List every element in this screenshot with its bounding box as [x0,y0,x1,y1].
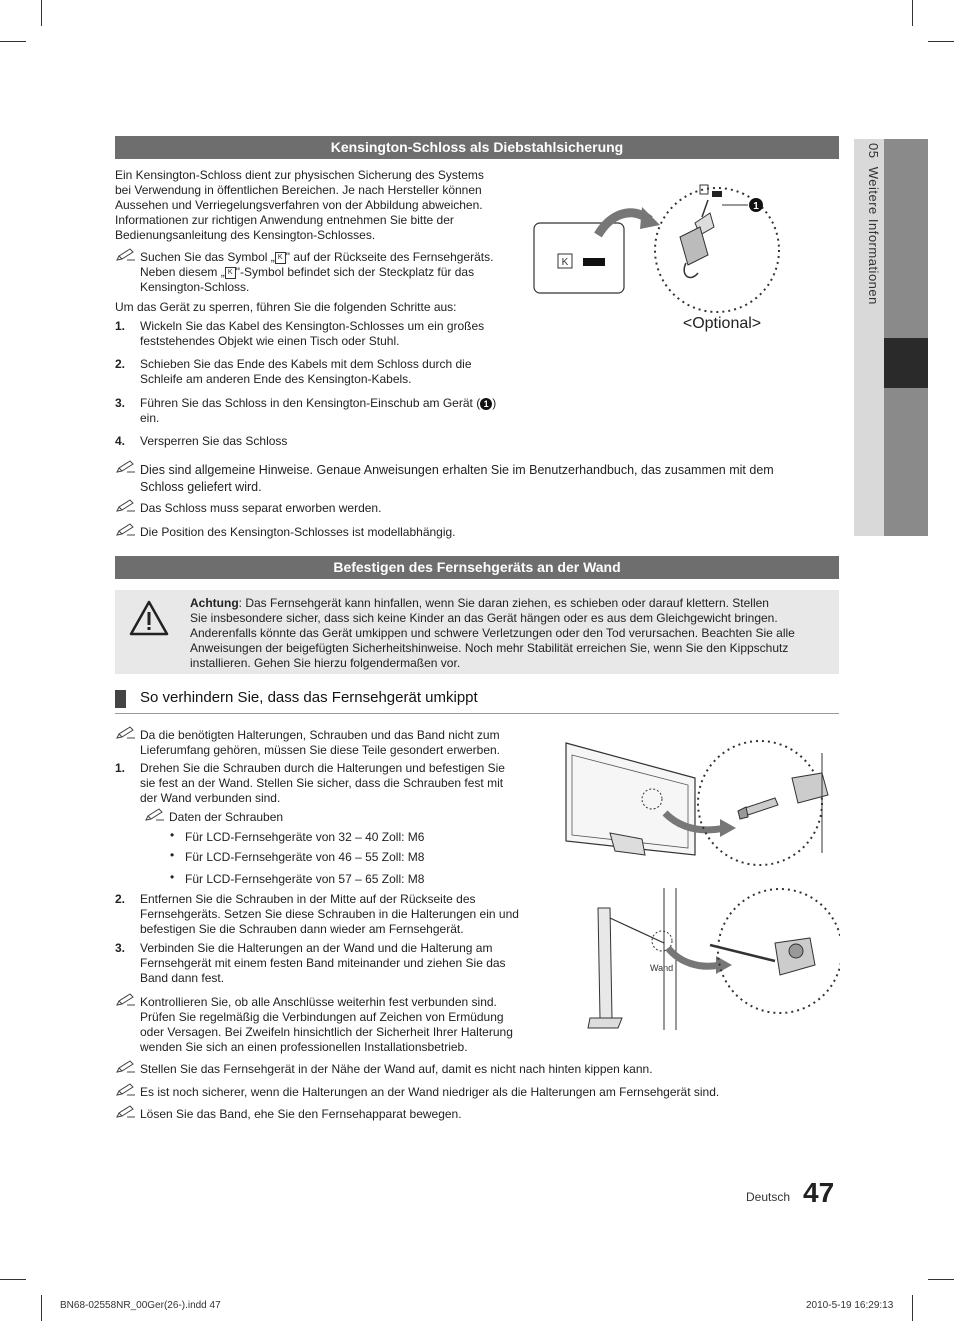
pencil-note-icon [115,726,137,740]
bullet-item: Für LCD-Fernsehgeräte von 46 – 55 Zoll: M8 [185,850,425,864]
bullet-dot: • [170,870,175,884]
optional-label: <Optional> [682,315,762,332]
section-heading-kensington: Kensington-Schloss als Diebstahlsicherung [115,136,839,159]
note-text: Prüfen Sie regelmäßig die Verbindungen auf Zeichen von Ermüdung [140,1010,504,1024]
note-general [115,462,774,496]
step-text [140,357,472,387]
note-screw-data [144,810,283,825]
note-text: Kontrollieren Sie, ob alle Anschlüsse weiterhin fest verbunden sind. [140,995,497,1009]
warning-text [190,596,795,671]
pencil-note-icon [115,499,137,513]
chapter-number: 05 [866,143,881,159]
intro-line: Informationen zur richtigen Anwendung entnehmen Sie bitte der [115,213,454,227]
tv-back-panel [534,223,624,293]
section-heading-wall: Befestigen des Fernsehgeräts an der Wand [115,556,839,579]
note-text: wenden Sie sich an einen professionellen Installationsbetrieb. [140,1040,468,1054]
step-line: Band dann fest. [140,971,225,985]
step-line: Schieben Sie das Ende des Kabels mit dem Schloss durch die [140,357,472,371]
kensington-intro [115,168,484,243]
bullet-dot: • [170,828,175,842]
subheading-rule [115,713,839,714]
note-text: Dies sind allgemeine Hinweise. Genaue Anweisungen erhalten Sie im Benutzerhandbuch, das zusammen mit dem [140,463,774,477]
k-symbol-small [700,185,708,194]
kensington-lock-icon: K [275,252,286,264]
tether-band [610,918,664,943]
step-line: sie fest an der Wand. Stellen Sie sicher, dass die Schrauben fest mit [140,776,504,790]
note-parts-separate [115,728,500,758]
note-text: Kensington-Schloss. [140,280,250,294]
step-line: Entfernen Sie die Schrauben in der Mitte auf der Rückseite des [140,892,476,906]
chapter-tab-marker [884,338,928,388]
note-text: Lieferumfang gehören, müssen Sie diese Teile gesondert erwerben. [140,743,500,757]
step-line: ) [492,396,497,410]
screw-head [738,807,748,819]
note-text: Daten der Schrauben [169,810,284,824]
step-line: Versperren Sie das Schloss [140,434,288,448]
kensington-lock-icon: K [225,267,236,279]
pencil-note-icon [115,1105,137,1119]
callout-1-label: 1 [753,201,759,212]
note-loosen-band [115,1107,462,1122]
footer-timestamp: 2010-5-19 16:29:13 [806,1300,894,1311]
pencil-note-icon [115,1083,137,1097]
warning-triangle-icon [129,600,169,636]
subheading-marker [115,690,126,708]
bullet-dot: • [170,848,175,862]
pencil-note-icon [115,993,137,1007]
note-text: Die Position des Kensington-Schlosses ist modellabhängig. [140,525,456,539]
note-text: " auf der Rückseite des Fernsehgeräts. [285,250,494,264]
note-text: "-Symbol befindet sich der Steckplatz für das [235,265,475,279]
note-text: Schloss geliefert wird. [140,480,262,494]
step-line: Verbinden Sie die Halterungen an der Wand und die Halterung am [140,941,493,955]
step-line: Fernsehgerät mit einem festen Band miteinander und ziehen Sie das [140,956,506,970]
note-text: Stellen Sie das Fernsehgerät in der Nähe der Wand auf, damit es nicht nach hinten kippen kann. [140,1062,653,1076]
warning-line: Anweisungen der beigefügten Sicherheitshinweise. Noch mehr Stabilität erreichen Sie, wenn Sie den Kippschutz [190,641,789,655]
note-near-wall [115,1062,653,1077]
note-text: Das Schloss muss separat erworben werden. [140,501,382,515]
step-line: Schleife am anderen Ende des Kensington-Kabels. [140,372,412,386]
step-line: ein. [140,411,160,425]
warning-line: Sie insbesondere sicher, dass sich keine Kinder an das Gerät hängen oder es aus dem Gleichgewicht bringen. [190,611,778,625]
pencil-note-icon [115,1060,137,1074]
intro-line: Ein Kensington-Schloss dient zur physischen Sicherung des Systems [115,168,484,182]
intro-line: bei Verwendung in öffentlichen Bereichen. Je nach Hersteller können [115,183,482,197]
warning-bold: Achtung [190,596,239,610]
callout-1-icon: 1 [480,398,492,410]
note-text: oder Versagen. Bei Zweifeln hinsichtlich der Sicherheit Ihrer Halterung [140,1025,513,1039]
step-text [140,319,484,349]
footer-file: BN68-02558NR_00Ger(26-).indd 47 [60,1300,221,1311]
step-number: 3. [115,396,126,410]
note-brackets-lower [115,1085,719,1100]
subheading-tip-over: So verhindern Sie, dass das Fernsehgerät umkippt [140,689,478,706]
step-number: 4. [115,434,126,448]
pencil-note-icon [115,460,137,474]
screw [745,798,778,815]
note-text: Suchen Sie das Symbol „ [140,250,275,264]
chapter-title: Weitere Informationen [866,166,881,305]
step-text [140,892,519,937]
steps-intro: Um das Gerät zu sperren, führen Sie die folgenden Schritte aus: [115,300,457,314]
step-line: Wickeln Sie das Kabel des Kensington-Schlosses um ein großes [140,319,485,333]
intro-line: Aussehen und Verriegelungsverfahren von der Abbildung abweichen. [115,198,483,212]
pencil-note-icon [115,523,137,537]
lock-slot-small [712,191,722,197]
pencil-note-icon [144,808,166,822]
step-line: der Wand verbunden sind. [140,791,281,805]
kensington-illustration [530,165,790,335]
step-text [140,396,496,426]
note-text: Neben diesem „ [140,265,225,279]
step-text [140,761,505,806]
step-number: 2. [115,892,126,906]
bracket-screw [789,944,803,958]
wall-label: Wand [650,963,674,973]
note-kensington-symbol [115,250,493,295]
arrow-head [640,207,660,229]
tv-side-stand [588,1018,622,1028]
lock-cable [684,263,698,278]
note-text: Da die benötigten Halterungen, Schrauben und das Band nicht zum [140,728,500,742]
step-line: Fernsehgeräts. Setzen Sie diese Schrauben in die Halterungen ein und [140,907,519,921]
note-lock-position [115,525,456,540]
note-check-connections [115,995,513,1055]
step-text [140,941,506,986]
bullet-item: Für LCD-Fernsehgeräte von 32 – 40 Zoll: M6 [185,830,425,844]
tv-side [598,908,612,1018]
lock-slot [583,258,605,266]
step-number: 3. [115,941,126,955]
footer-language: Deutsch [746,1190,791,1204]
bullet-item: Für LCD-Fernsehgeräte von 57 – 65 Zoll: M8 [185,872,425,886]
note-lock-separate [115,501,381,516]
wall-mount-illustration [560,733,840,1033]
note-text: Es ist noch sicherer, wenn die Halterungen an der Wand niedriger als die Halterungen am Fernsehgerät sind. [140,1085,720,1099]
note-text: Lösen Sie das Band, ehe Sie den Fernsehapparat bewegen. [140,1107,462,1121]
warning-line: Anderenfalls könnte das Gerät umkippen und schwere Verletzungen oder den Tod verursachen. Beachten Sie alle [190,626,795,640]
warning-box [115,590,839,674]
step-line: feststehendes Objekt wie einen Tisch oder Stuhl. [140,334,400,348]
step-line: befestigen Sie die Schrauben dann wieder am Fernsehgerät. [140,922,464,936]
chapter-tab-label [857,143,881,523]
pencil-note-icon [115,248,137,262]
step-number: 1. [115,761,126,775]
arrow-head [720,819,736,837]
page-number: 47 [803,1177,835,1208]
step-number: 2. [115,357,126,371]
warning-line: installieren. Gehen Sie hierzu folgendermaßen vor. [190,656,461,670]
warning-line: : Das Fernsehgerät kann hinfallen, wenn Sie daran ziehen, es schieben oder darauf klettern. Stellen [238,596,769,610]
intro-line: Bedienungsanleitung des Kensington-Schlosses. [115,228,376,242]
k-symbol-label: K [561,257,569,268]
step-text [140,434,287,449]
step-line: Führen Sie das Schloss in den Kensington-Einschub am Gerät ( [140,396,481,410]
step-number: 1. [115,319,126,333]
step-line: Drehen Sie die Schrauben durch die Halterungen und befestigen Sie [140,761,505,775]
